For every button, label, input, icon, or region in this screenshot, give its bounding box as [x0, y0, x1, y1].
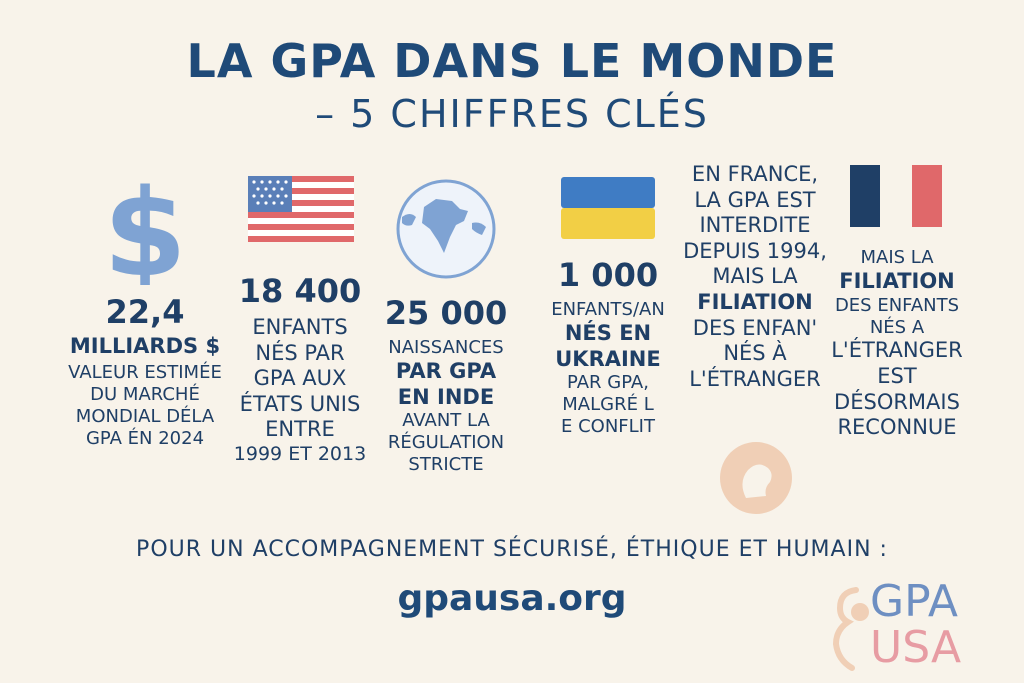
- stat-line: DES ENFANTS: [834, 294, 960, 316]
- stat-line: L'ÉTRANGER: [831, 338, 963, 363]
- stat-card-ukraine: [528, 256, 688, 438]
- stat-line: ENFANTS: [252, 315, 348, 340]
- stat-card-usa: [220, 272, 380, 466]
- stat-line: AVANT LA: [402, 410, 490, 432]
- logo-text-usa: USA: [870, 622, 962, 673]
- india-globe-icon: [394, 177, 498, 281]
- stat-line: EN FRANCE,: [691, 162, 819, 186]
- logo-text-gpa: GPA: [870, 576, 958, 627]
- stat-line: MALGRÉ L: [562, 394, 654, 416]
- footer-tagline: POUR UN ACCOMPAGNEMENT SÉCURISÉ, ÉTHIQUE ET HUMAIN :: [136, 537, 888, 562]
- stat-line: LA GPA EST: [694, 187, 816, 212]
- svg-text:$: $: [103, 170, 187, 285]
- stat-line-bold: PAR GPA: [395, 358, 497, 383]
- stat-line-bold: UKRAINE: [555, 346, 661, 371]
- stat-line: 1999 ET 2013: [233, 443, 367, 466]
- stat-line: DÉSORMAIS: [834, 389, 960, 414]
- page-title: LA GPA DANS LE MONDE: [186, 34, 838, 88]
- stat-line: STRICTE: [408, 454, 484, 476]
- stat-card-france: [670, 162, 840, 392]
- stat-line: DES ENFAN': [692, 315, 818, 340]
- stat-line: ENTRE: [265, 417, 335, 442]
- us-flag-icon: [248, 176, 354, 242]
- stat-line-bold: FILIATION: [839, 268, 955, 293]
- stat-line: ENFANTS/AN: [551, 299, 665, 321]
- stat-line: E CONFLIT: [561, 416, 655, 438]
- stat-line: NAISSANCES: [388, 337, 504, 359]
- stat-line: ÉTATS UNIS: [239, 391, 361, 416]
- stat-number: 18 400: [238, 272, 362, 310]
- stat-line: MAIS LA: [860, 247, 934, 268]
- stat-line: NÉS A: [869, 316, 925, 338]
- stat-number: 25 000: [384, 294, 508, 332]
- website-link[interactable]: gpausa.org: [397, 578, 627, 619]
- stat-line: PAR GPA,: [567, 372, 649, 394]
- stat-line: GPA ÉN 2024: [85, 427, 205, 449]
- stat-line: DEPUIS 1994,: [683, 238, 827, 263]
- stat-line: RECONNUE: [837, 415, 957, 440]
- stat-line: NÉS PAR: [255, 340, 345, 365]
- stat-line: EST: [877, 364, 917, 389]
- stat-card-france-recognition: [820, 247, 974, 441]
- stat-line: DU MARCHÉ: [90, 383, 200, 405]
- stat-line: MAIS LA: [712, 264, 798, 289]
- dollar-icon: [95, 170, 195, 285]
- france-flag-icon: [850, 165, 942, 227]
- mother-child-icon: [716, 438, 796, 518]
- stat-card-market: [50, 293, 240, 449]
- stat-line: NÉS À: [723, 341, 787, 366]
- ukraine-flag-icon: [561, 177, 655, 239]
- stat-line-bold: FILIATION: [697, 290, 813, 315]
- stat-line: VALEUR ESTIMÉE: [68, 361, 222, 383]
- stat-number: 1 000: [557, 256, 659, 294]
- stat-unit: MILLIARDS $: [69, 334, 221, 359]
- page-subtitle: – 5 CHIFFRES CLÉS: [315, 92, 709, 136]
- stat-number: 22,4: [105, 293, 185, 331]
- stat-line: MONDIAL DÉLA: [75, 405, 215, 427]
- stat-card-india: [366, 294, 526, 476]
- stat-line-bold: NÉS EN: [564, 320, 652, 345]
- stat-line-bold: EN INDE: [397, 384, 495, 409]
- stat-line: GPA AUX: [253, 366, 347, 391]
- stat-line: INTERDITE: [699, 213, 811, 238]
- stat-line: RÉGULATION: [387, 432, 505, 454]
- stat-line: L'ÉTRANGER: [689, 366, 821, 391]
